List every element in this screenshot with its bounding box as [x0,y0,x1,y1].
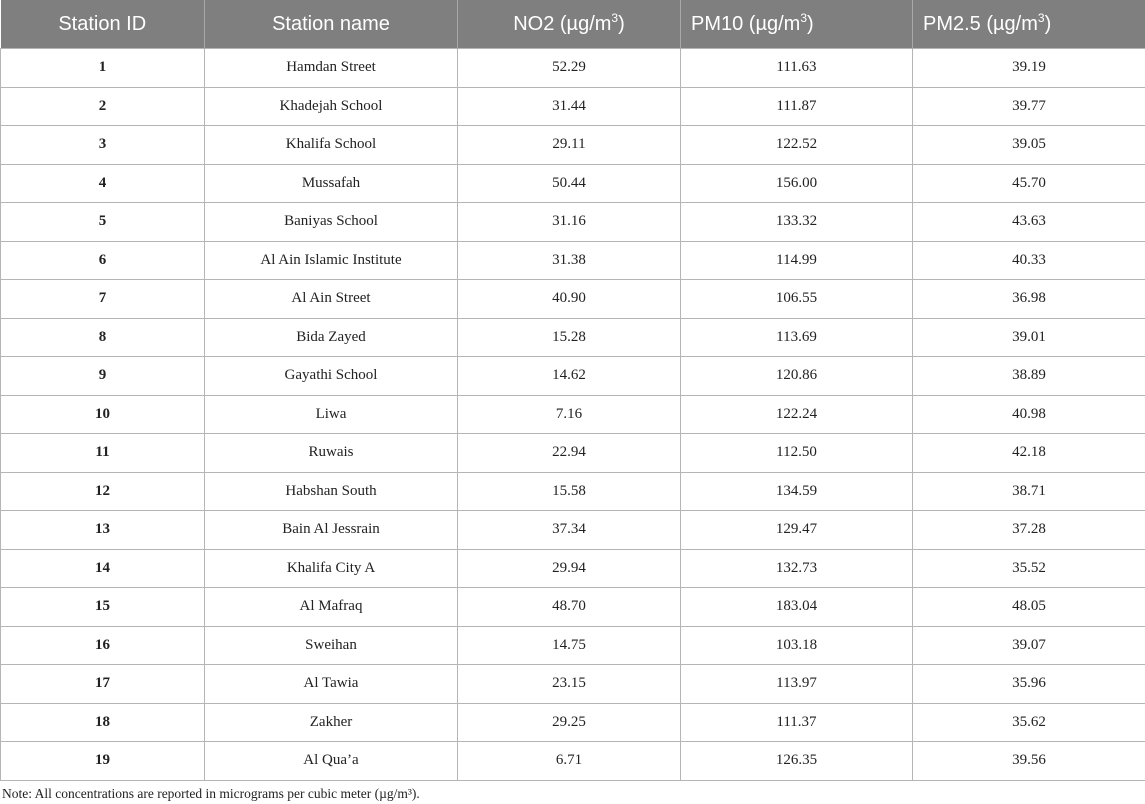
pm25-cell: 40.98 [913,395,1145,434]
pm10-cell: 103.18 [681,626,913,665]
pm25-cell: 43.63 [913,203,1145,242]
no2-cell: 23.15 [458,665,681,704]
pm10-cell: 183.04 [681,588,913,627]
no2-cell: 15.58 [458,472,681,511]
station-id-cell: 11 [1,434,205,473]
station-id-cell: 9 [1,357,205,396]
station-name-cell: Ruwais [205,434,458,473]
station-name-cell: Al Ain Islamic Institute [205,241,458,280]
station-id-cell: 15 [1,588,205,627]
pm25-cell: 39.56 [913,742,1145,781]
pm25-cell: 38.89 [913,357,1145,396]
station-name-cell: Habshan South [205,472,458,511]
no2-cell: 40.90 [458,280,681,319]
pm25-cell: 35.96 [913,665,1145,704]
pm10-cell: 111.87 [681,87,913,126]
no2-cell: 22.94 [458,434,681,473]
pm25-cell: 35.52 [913,549,1145,588]
pm25-cell: 36.98 [913,280,1145,319]
no2-cell: 50.44 [458,164,681,203]
station-name-cell: Hamdan Street [205,49,458,88]
station-name-cell: Bain Al Jessrain [205,511,458,550]
pm10-cell: 106.55 [681,280,913,319]
table-header [1,0,1145,49]
table-row [1,626,1145,665]
station-name-cell: Al Qua’a [205,742,458,781]
table-row [1,511,1145,550]
station-id-cell: 3 [1,126,205,165]
no2-cell: 31.44 [458,87,681,126]
pm10-cell: 134.59 [681,472,913,511]
no2-cell: 14.75 [458,626,681,665]
pm25-cell: 39.19 [913,49,1145,88]
table-row [1,357,1145,396]
no2-cell: 14.62 [458,357,681,396]
no2-cell: 29.11 [458,126,681,165]
header-no2: NO2 $(\mu g/m^3)$ [458,0,681,49]
station-name-cell: Al Tawia [205,665,458,704]
station-name-cell: Liwa [205,395,458,434]
header-station-id: Station ID [1,0,205,49]
station-name-cell: Khalifa School [205,126,458,165]
table-row [1,280,1145,319]
station-id-cell: 10 [1,395,205,434]
table-row [1,126,1145,165]
pm10-cell: 122.24 [681,395,913,434]
no2-cell: 29.25 [458,703,681,742]
station-id-cell: 14 [1,549,205,588]
station-id-cell: 8 [1,318,205,357]
station-name-cell: Al Mafraq [205,588,458,627]
no2-cell: 29.94 [458,549,681,588]
station-name-cell: Baniyas School [205,203,458,242]
station-name-cell: Mussafah [205,164,458,203]
station-id-cell: 18 [1,703,205,742]
table-row [1,549,1145,588]
header-station-name: Station name [205,0,458,49]
pm25-cell: 38.71 [913,472,1145,511]
no2-cell: 6.71 [458,742,681,781]
table-row [1,742,1145,781]
table-row [1,434,1145,473]
station-id-cell: 6 [1,241,205,280]
pm25-cell: 40.33 [913,241,1145,280]
table-row [1,703,1145,742]
station-id-cell: 4 [1,164,205,203]
table-body [1,49,1145,781]
station-name-cell: Sweihan [205,626,458,665]
no2-cell: 31.38 [458,241,681,280]
pm10-cell: 113.97 [681,665,913,704]
station-id-cell: 16 [1,626,205,665]
table-row [1,164,1145,203]
table-row [1,49,1145,88]
station-id-cell: 19 [1,742,205,781]
no2-cell: 7.16 [458,395,681,434]
station-name-cell: Zakher [205,703,458,742]
pm10-cell: 126.35 [681,742,913,781]
pm25-cell: 39.05 [913,126,1145,165]
station-name-cell: Gayathi School [205,357,458,396]
station-id-cell: 5 [1,203,205,242]
pm25-cell: 37.28 [913,511,1145,550]
header-pm10: PM10 $(\mu g/m^3)$ [681,0,913,49]
pm10-cell: 111.37 [681,703,913,742]
station-name-cell: Bida Zayed [205,318,458,357]
header-row [1,0,1145,49]
table-note: Note: All concentrations are reported in micrograms per cubic meter (µg/m³). [2,786,420,801]
no2-cell: 15.28 [458,318,681,357]
pm25-cell: 48.05 [913,588,1145,627]
station-id-cell: 1 [1,49,205,88]
no2-cell: 31.16 [458,203,681,242]
pm10-cell: 129.47 [681,511,913,550]
station-name-cell: Khadejah School [205,87,458,126]
pm10-cell: 112.50 [681,434,913,473]
no2-cell: 48.70 [458,588,681,627]
pm25-cell: 39.01 [913,318,1145,357]
pm25-cell: 45.70 [913,164,1145,203]
pm25-cell: 35.62 [913,703,1145,742]
no2-cell: 37.34 [458,511,681,550]
table-row [1,395,1145,434]
header-pm25: PM2.5 $(\mu g/m^3)$ [913,0,1145,49]
station-id-cell: 7 [1,280,205,319]
pm10-cell: 132.73 [681,549,913,588]
table-row [1,665,1145,704]
pm25-cell: 39.07 [913,626,1145,665]
pm25-cell: 39.77 [913,87,1145,126]
pm10-cell: 113.69 [681,318,913,357]
pm10-cell: 120.86 [681,357,913,396]
station-name-cell: Khalifa City A [205,549,458,588]
table-row [1,318,1145,357]
pm10-cell: 122.52 [681,126,913,165]
pm10-cell: 133.32 [681,203,913,242]
station-name-cell: Al Ain Street [205,280,458,319]
no2-cell: 52.29 [458,49,681,88]
pm10-cell: 111.63 [681,49,913,88]
table-row [1,87,1145,126]
pm10-cell: 114.99 [681,241,913,280]
station-id-cell: 13 [1,511,205,550]
station-id-cell: 17 [1,665,205,704]
pm25-cell: 42.18 [913,434,1145,473]
station-id-cell: 2 [1,87,205,126]
table-row [1,203,1145,242]
station-id-cell: 12 [1,472,205,511]
pm10-cell: 156.00 [681,164,913,203]
table-row [1,588,1145,627]
table-row [1,241,1145,280]
table-row [1,472,1145,511]
